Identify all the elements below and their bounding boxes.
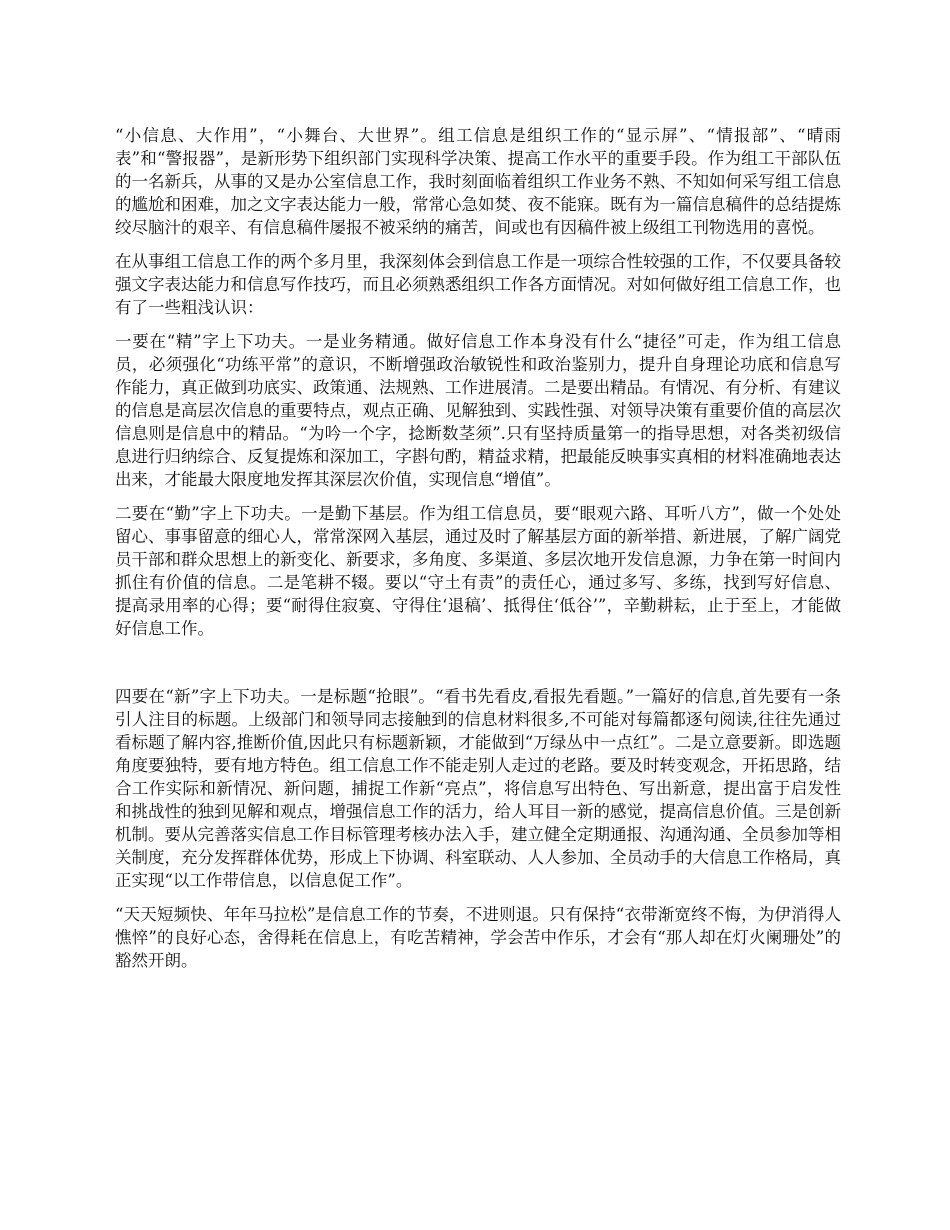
document-body [115, 124, 841, 983]
paragraph-precision: 一要在“精”字上下功夫。一是业务精通。做好信息工作本身没有什么“捷径”可走，作为组工信息员，必须强化“功练平常”的意识，不断增强政治敏锐性和政治鉴别力，提升自身理论功底和信息写作能力，真正做到功底实、政策通、法规熟、工作进展清。二是要出精品。有情况、有分析、有建议的信息是高层次信息的重要特点，观点正确、见解独到、实践性强、对领导决策有重要价值的高层次信息则是信息中的精品。“为吟一个字，捻断数茎须”.只有坚持质量第一的指导思想，对各类初级信息进行归纳综合、反复提炼和深加工，字斟句酌，精益求精，把最能反映事实真相的材料准确地表达出来，才能最大限度地发挥其深层次价值，实现信息“增值”。 [115, 332, 841, 489]
paragraph-experience: 在从事组工信息工作的两个多月里，我深刻体会到信息工作是一项综合性较强的工作，不仅要具备较强文字表达能力和信息写作技巧，而且必须熟悉组织工作各方面情况。对如何做好组工信息工作，也有了一些粗浅认识： [115, 252, 841, 317]
paragraph-conclusion: “天天短频快、年年马拉松”是信息工作的节奏，不进则退。只有保持“衣带渐宽终不悔，为伊消得人憔悴”的良好心态，舍得耗在信息上，有吃苦精神，学会苦中作乐，才会有“那人却在灯火阑珊处”的豁然开朗。 [115, 905, 841, 970]
paragraph-diligence: 二要在“勤”字上下功夫。一是勤下基层。作为组工信息员，要“眼观六路、耳听八方”，做一个处处留心、事事留意的细心人，常常深网入基层，通过及时了解基层方面的新举措、新进展，了解广阔党员干部和群众思想上的新变化、新要求，多角度、多渠道、多层次地开发信息源，力争在第一时间内抓住有价值的信息。二是笔耕不辍。要以“守土有责”的责任心，通过多写、多练，找到写好信息、提高录用率的心得；要“耐得住寂寞、守得住‘退稿’、抵得住‘低谷’”，辛勤耕耘，止于至上，才能做好信息工作。 [115, 504, 841, 638]
paragraph-innovation: 四要在“新”字上下功夫。一是标题“抢眼”。“看书先看皮,看报先看题。”一篇好的信息,首先要有一条引人注目的标题。上级部门和领导同志接触到的信息材料很多,不可能对每篇都逐句阅读,往往先通过看标题了解内容,推断价值,因此只有标题新颖，才能做到“万绿丛中一点红”。二是立意要新。即选题角度要独特，要有地方特色。组工信息工作不能走别人走过的老路。要及时转变观念，开拓思路，结合工作实际和新情况、新问题，捕捉工作新“亮点”，将信息写出特色、写出新意，提出富于启发性和挑战性的独到见解和观点，增强信息工作的活力，给人耳目一新的感觉，提高信息价值。三是创新机制。要从完善落实信息工作目标管理考核办法入手，建立健全定期通报、沟通沟通、全员参加等相关制度，充分发挥群体优势，形成上下协调、科室联动、人人参加、全员动手的大信息工作格局，真正实现“以工作带信息，以信息促工作”。 [115, 687, 841, 890]
paragraph-intro: “小信息、大作用”，“小舞台、大世界”。组工信息是组织工作的“显示屏”、“情报部”、“晴雨表”和“警报器”，是新形势下组织部门实现科学决策、提高工作水平的重要手段。作为组工干部队伍的一名新兵，从事的又是办公室信息工作，我时刻面临着组织工作业务不熟、不知如何采写组工信息的尴尬和困难，加之文字表达能力一般，常常心急如焚、夜不能寐。既有为一篇信息稿件的总结提炼绞尽脑汁的艰辛、有信息稿件屡报不被采纳的痛苦，间或也有因稿件被上级组工刊物选用的喜悦。 [115, 126, 841, 237]
